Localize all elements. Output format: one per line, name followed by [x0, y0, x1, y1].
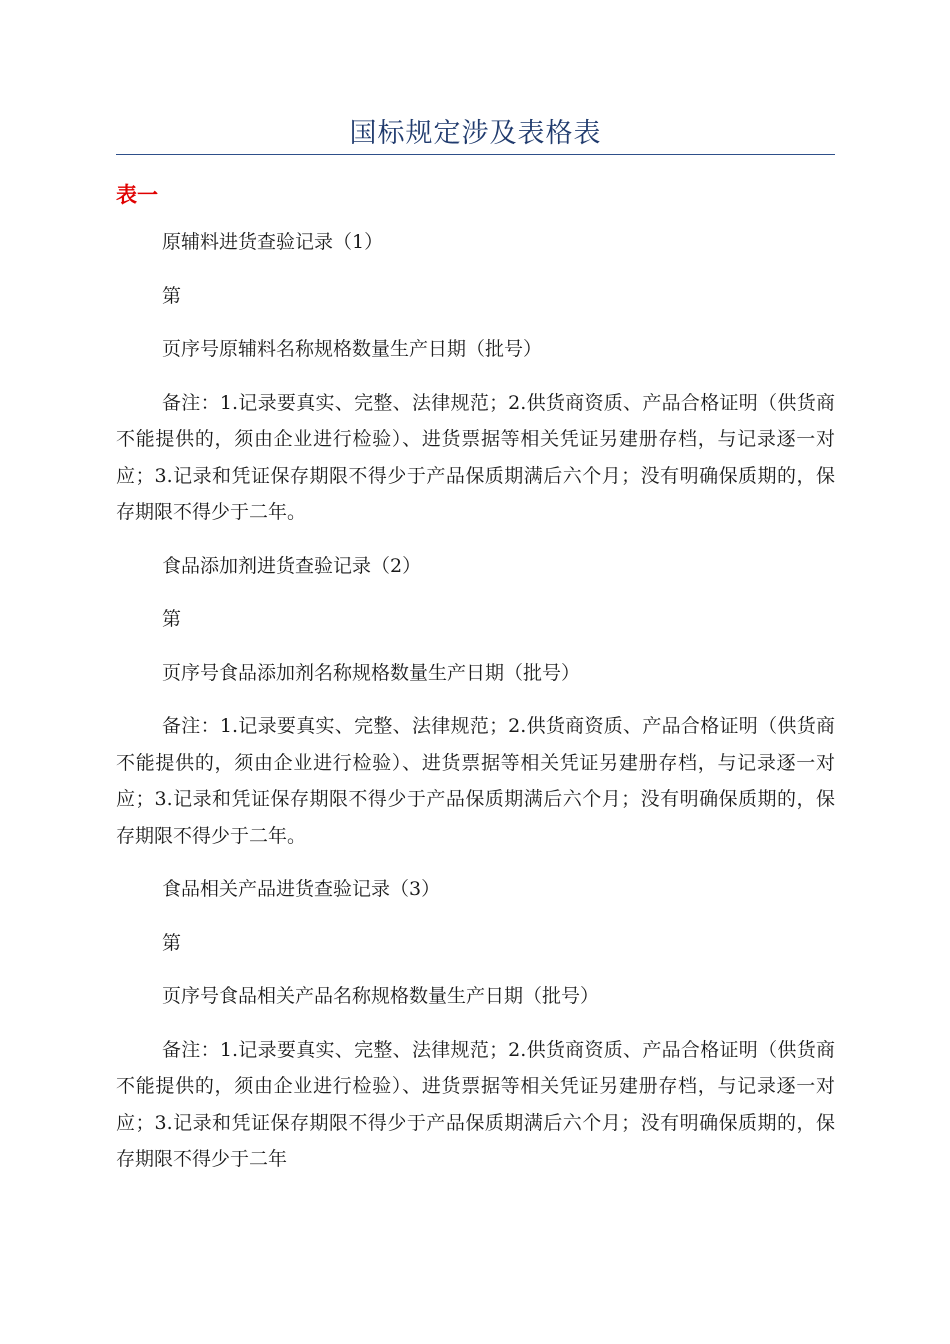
- columns-line: 页序号食品添加剂名称规格数量生产日期（批号）: [162, 661, 581, 684]
- record-block-1: [116, 224, 835, 548]
- document-title: 国标规定涉及表格表: [349, 118, 602, 149]
- title-divider: [116, 154, 835, 155]
- record-block-3: [116, 871, 835, 1178]
- record-title: 原辅料进货查验记录（1）: [162, 231, 384, 253]
- record-title: 食品相关产品进货查验记录（3）: [162, 878, 441, 900]
- record-title: 食品添加剂进货查验记录（2）: [162, 554, 422, 577]
- page-label: 第: [162, 608, 182, 630]
- record-note: 备注：1.记录要真实、完整、法律规范；2.供货商资质、产品合格证明（供货商不能提供的，须由企业进行检验）、进货票据等相关凭证另建册存档，与记录逐一对应；3.记录和凭证保存期限不得少于产品保质期满后六个月；没有明确保质期的，保存期限不得少于二年: [116, 1038, 835, 1170]
- section-heading: 表一: [116, 183, 158, 207]
- record-note: 备注：1.记录要真实、完整、法律规范；2.供货商资质、产品合格证明（供货商不能提供的，须由企业进行检验）、进货票据等相关凭证另建册存档，与记录逐一对应；3.记录和凭证保存期限不得少于产品保质期满后六个月；没有明确保质期的，保存期限不得少于二年。: [116, 715, 835, 847]
- page-label: 第: [162, 931, 182, 954]
- record-block-2: [116, 548, 835, 872]
- record-note: 备注：1.记录要真实、完整、法律规范；2.供货商资质、产品合格证明（供货商不能提供的，须由企业进行检验）、进货票据等相关凭证另建册存档，与记录逐一对应；3.记录和凭证保存期限不得少于产品保质期满后六个月；没有明确保质期的，保存期限不得少于二年。: [116, 391, 835, 523]
- record-blocks: [116, 224, 835, 1178]
- page-label: 第: [162, 284, 182, 307]
- columns-line: 页序号食品相关产品名称规格数量生产日期（批号）: [162, 985, 600, 1007]
- columns-line: 页序号原辅料名称规格数量生产日期（批号）: [162, 338, 543, 360]
